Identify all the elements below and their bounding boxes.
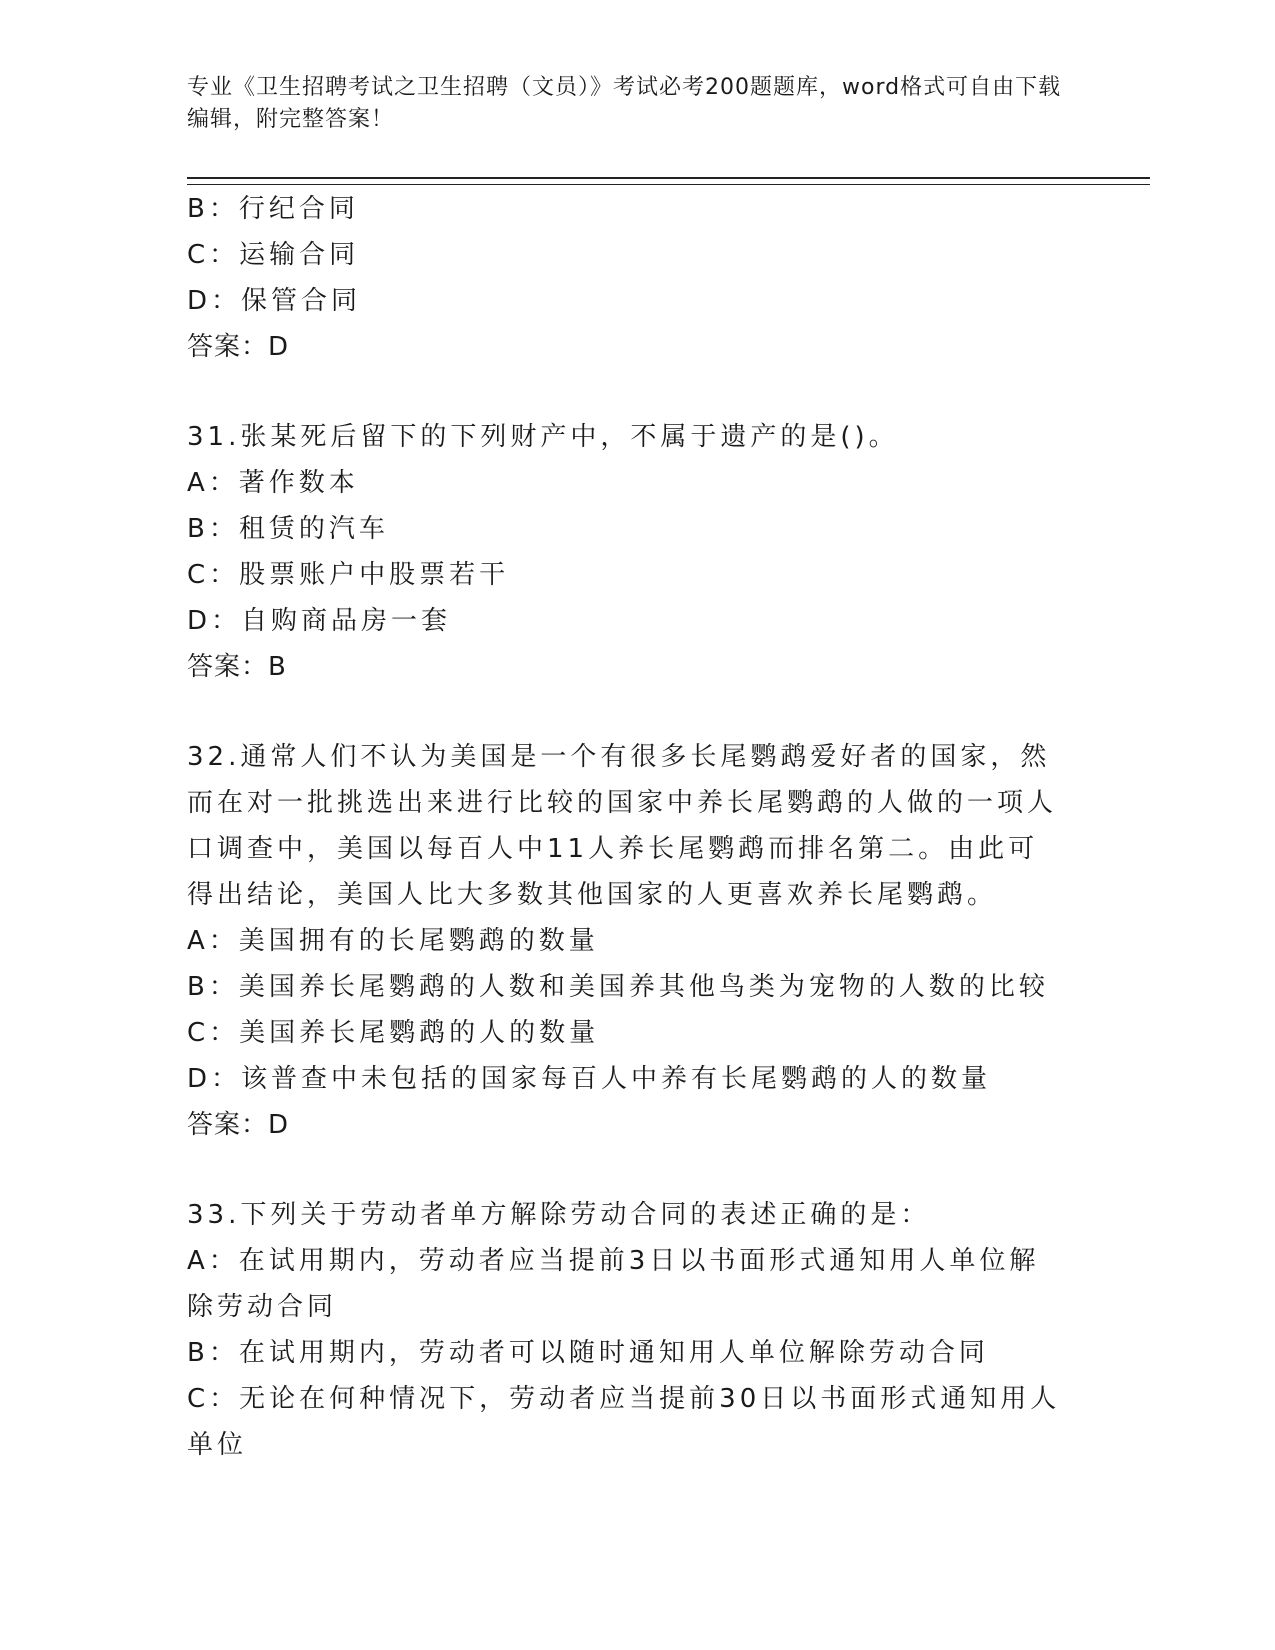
question-list [187,186,1067,1468]
option-c: C：美国养长尾鹦鹉的人的数量 [187,1018,600,1048]
answer-line: 答案：D [187,332,290,362]
answer-line: 答案：B [187,652,287,682]
spacer [187,690,1067,734]
question-32 [187,734,1067,1148]
document-header: 专业《卫生招聘考试之卫生招聘（文员）》考试必考200题题库，word格式可自由下载编辑，附完整答案！ [187,75,1062,132]
answer-line: 答案：D [187,1110,290,1140]
option-c: C：股票账户中股票若干 [187,560,510,590]
option-b: B：行纪合同 [187,194,359,224]
spacer [187,370,1067,414]
header-divider [187,177,1150,185]
option-b: B：美国养长尾鹦鹉的人数和美国养其他鸟类为宠物的人数的比较 [187,972,1049,1002]
continued-question [187,186,1067,370]
option-a: A：美国拥有的长尾鹦鹉的数量 [187,926,599,956]
question-stem: 32.通常人们不认为美国是一个有很多长尾鹦鹉爱好者的国家，然而在对一批挑选出来进行比较的国家中养长尾鹦鹉的人做的一项人口调查中，美国以每百人中11人养长尾鹦鹉而排名第二。由此可得出结论，美国人比大多数其他国家的人更喜欢养长尾鹦鹉。 [187,742,1058,910]
question-33 [187,1192,1067,1468]
option-b: B：租赁的汽车 [187,514,389,544]
question-31 [187,414,1067,690]
option-d: D：自购商品房一套 [187,606,452,636]
option-d: D：该普查中未包括的国家每百人中养有长尾鹦鹉的人的数量 [187,1064,992,1094]
spacer [187,1148,1067,1192]
option-a: A：著作数本 [187,468,359,498]
option-c: C：无论在何种情况下，劳动者应当提前30日以书面形式通知用人单位 [187,1384,1061,1460]
question-stem: 31.张某死后留下的下列财产中，不属于遗产的是()。 [187,422,899,452]
option-c: C：运输合同 [187,240,360,270]
option-d: D：保管合同 [187,286,362,316]
option-b: B：在试用期内，劳动者可以随时通知用人单位解除劳动合同 [187,1338,989,1368]
option-a: A：在试用期内，劳动者应当提前3日以书面形式通知用人单位解除劳动合同 [187,1246,1040,1322]
question-stem: 33.下列关于劳动者单方解除劳动合同的表述正确的是： [187,1200,931,1230]
